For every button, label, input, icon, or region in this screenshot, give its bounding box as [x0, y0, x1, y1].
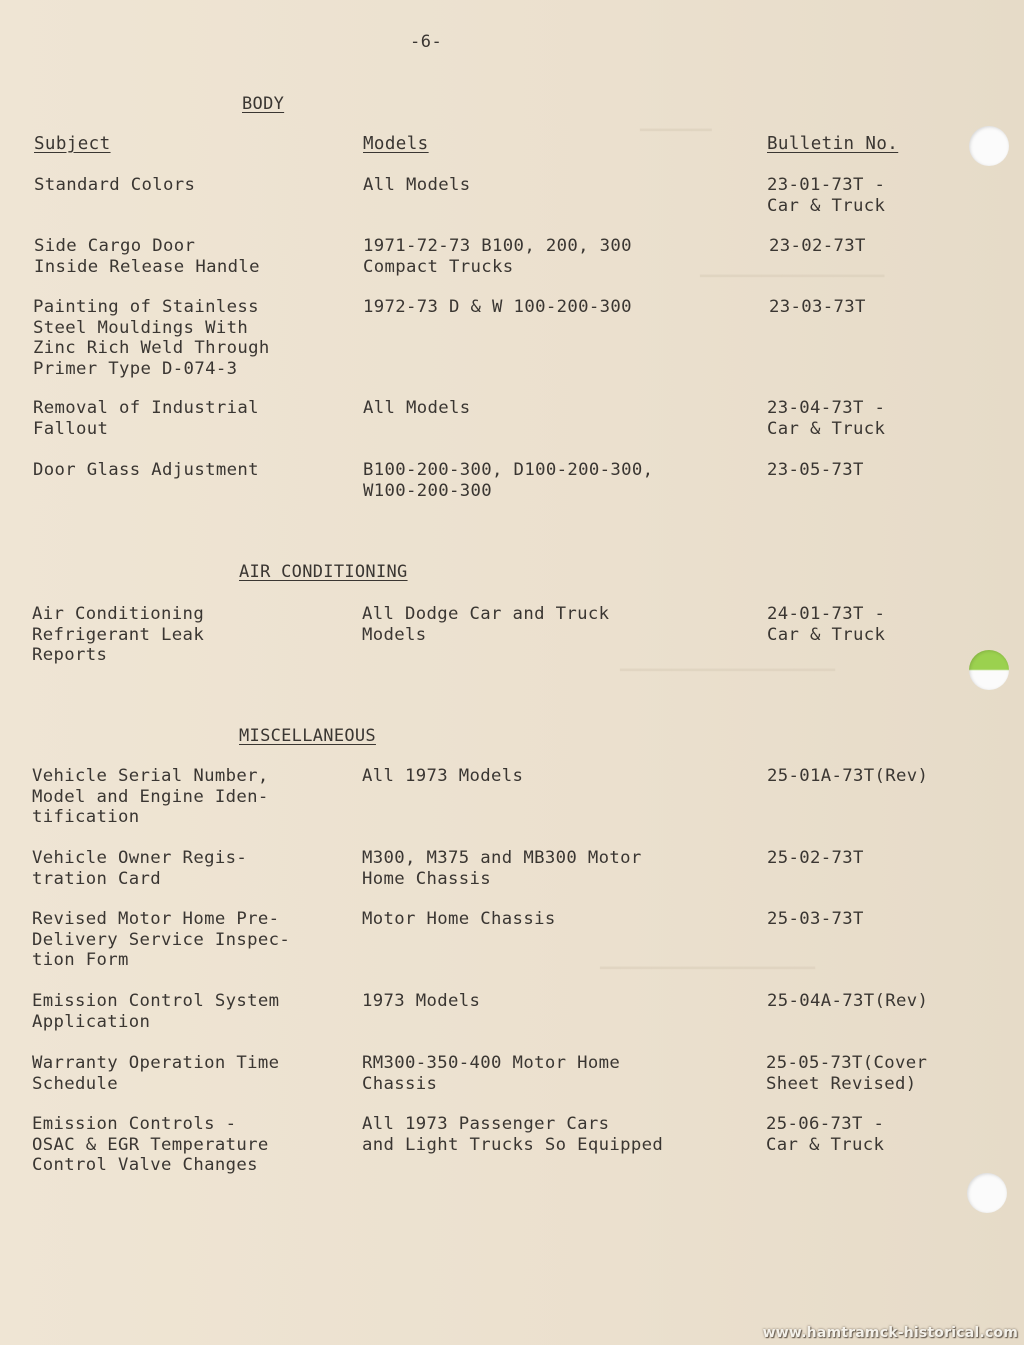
models-cell: All 1973 Passenger Cars and Light Trucks So Equipped — [362, 1114, 664, 1155]
subject-cell: Removal of Industrial Fallout — [33, 398, 259, 439]
bulletin-cell: 25-05-73T(Cover Sheet Revised) — [766, 1053, 928, 1094]
models-cell: 1973 Models — [362, 991, 481, 1011]
bulletin-cell: 25-03-73T — [767, 909, 864, 929]
models-cell: All Models — [363, 398, 471, 418]
bleed-through-text: ▁▁▁▁▁▁▁ — [640, 112, 712, 132]
models-cell: RM300-350-400 Motor Home Chassis — [362, 1053, 621, 1094]
bulletin-cell: 25-06-73T - Car & Truck — [766, 1114, 885, 1155]
punch-hole — [969, 126, 1009, 166]
section-heading-miscellaneous: MISCELLANEOUS — [239, 726, 376, 746]
bulletin-cell: 25-02-73T — [767, 848, 864, 868]
subject-cell: Revised Motor Home Pre- Delivery Service Inspec- tion Form — [32, 909, 291, 970]
bleed-through-text: ▁▁▁▁▁▁▁▁▁▁▁▁▁▁▁▁▁▁▁▁▁ — [620, 652, 835, 672]
punch-hole-tab — [969, 650, 1009, 690]
subject-cell: Side Cargo Door Inside Release Handle — [34, 236, 260, 277]
subject-cell: Vehicle Owner Regis- tration Card — [32, 848, 248, 889]
column-header-models: Models — [363, 134, 429, 154]
subject-cell: Painting of Stainless Steel Mouldings With Zinc Rich Weld Through Primer Type D-074-3 — [33, 297, 270, 379]
models-cell: 1972-73 D & W 100-200-300 — [363, 297, 632, 317]
models-cell: All Dodge Car and Truck Models — [362, 604, 610, 645]
subject-cell: Standard Colors — [34, 175, 196, 195]
watermark: www.hamtramck-historical.com — [762, 1325, 1018, 1341]
bleed-through-text: ▁▁▁▁▁▁▁▁▁▁▁▁▁▁▁▁▁▁▁▁▁ — [600, 950, 815, 970]
column-header-subject: Subject — [34, 134, 111, 154]
models-cell: M300, M375 and MB300 Motor Home Chassis — [362, 848, 642, 889]
bulletin-cell: 23-03-73T — [769, 297, 866, 317]
punch-hole — [967, 1173, 1007, 1213]
models-cell: B100-200-300, D100-200-300, W100-200-300 — [363, 460, 654, 501]
models-cell: Motor Home Chassis — [362, 909, 556, 929]
section-heading-air-conditioning: AIR CONDITIONING — [239, 562, 408, 582]
bulletin-cell: 25-01A-73T(Rev) — [767, 766, 929, 786]
subject-cell: Emission Control System Application — [32, 991, 280, 1032]
bulletin-cell: 25-04A-73T(Rev) — [767, 991, 929, 1011]
subject-cell: Warranty Operation Time Schedule — [32, 1053, 280, 1094]
subject-cell: Emission Controls - OSAC & EGR Temperature Control Valve Changes — [32, 1114, 269, 1175]
subject-cell: Air Conditioning Refrigerant Leak Reports — [32, 604, 205, 665]
models-cell: All 1973 Models — [362, 766, 524, 786]
models-cell: All Models — [363, 175, 471, 195]
bulletin-cell: 24-01-73T - Car & Truck — [767, 604, 886, 645]
bleed-through-text: ▁▁▁▁▁▁▁▁▁▁▁▁▁▁▁▁▁▁ — [700, 258, 885, 278]
subject-cell: Vehicle Serial Number, Model and Engine Iden- tification — [32, 766, 269, 827]
section-heading-body: BODY — [242, 94, 285, 114]
models-cell: 1971-72-73 B100, 200, 300 Compact Trucks — [363, 236, 632, 277]
bulletin-cell: 23-05-73T — [767, 460, 864, 480]
bulletin-cell: 23-02-73T — [769, 236, 866, 256]
bulletin-cell: 23-01-73T - Car & Truck — [767, 175, 886, 216]
column-header-bulletin: Bulletin No. — [767, 134, 899, 154]
page-number: -6- — [410, 32, 443, 52]
bulletin-cell: 23-04-73T - Car & Truck — [767, 398, 886, 439]
subject-cell: Door Glass Adjustment — [33, 460, 259, 480]
